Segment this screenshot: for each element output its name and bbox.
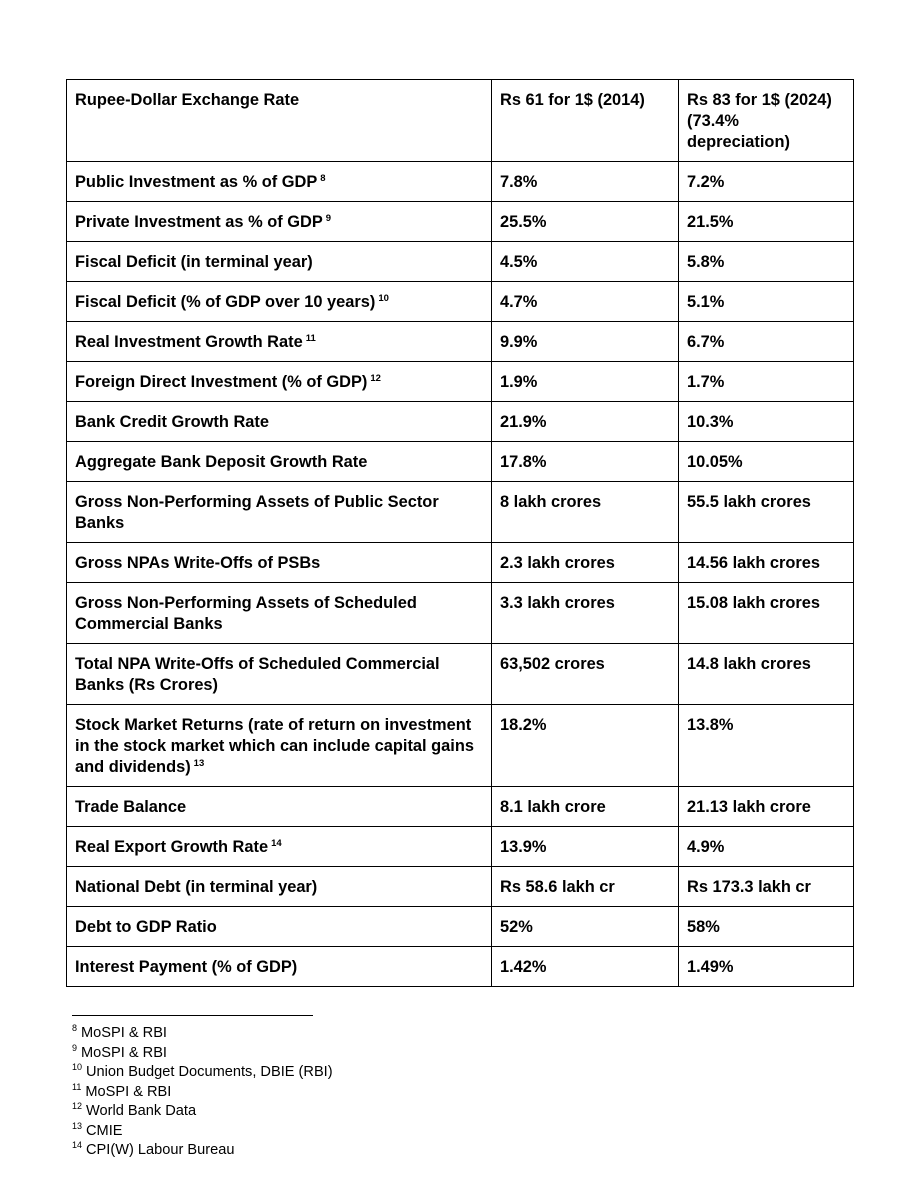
footnote-number: 14 xyxy=(72,1140,83,1151)
footnote-reference: 10 xyxy=(378,292,389,304)
footnote-number: 9 xyxy=(72,1042,78,1053)
table-row xyxy=(67,907,854,947)
row-label-cell xyxy=(67,322,492,362)
value-2024-cell: 5.1% xyxy=(679,282,854,322)
footnote-reference: 9 xyxy=(325,212,332,224)
row-label: Fiscal Deficit (% of GDP over 10 years) xyxy=(75,293,376,311)
footnote-reference: 13 xyxy=(193,757,205,769)
row-label-cell xyxy=(67,242,492,282)
table-row xyxy=(67,242,854,282)
footnote xyxy=(72,1044,333,1064)
footnote-divider xyxy=(72,1015,313,1016)
value-2024-cell: 5.8% xyxy=(679,242,854,282)
row-label: Interest Payment (% of GDP) xyxy=(75,958,298,976)
table-row xyxy=(67,482,854,543)
row-label: Rupee-Dollar Exchange Rate xyxy=(75,91,300,109)
table-row xyxy=(67,202,854,242)
table-row xyxy=(67,583,854,644)
table-row xyxy=(67,282,854,322)
value-2024-cell: 1.7% xyxy=(679,362,854,402)
value-2014-cell: Rs 61 for 1$ (2014) xyxy=(492,80,679,162)
value-2024-cell: 7.2% xyxy=(679,162,854,202)
value-2024-cell: 21.13 lakh crore xyxy=(679,787,854,827)
footnote xyxy=(72,1024,333,1044)
row-label: Private Investment as % of GDP xyxy=(75,213,323,231)
table-row xyxy=(67,543,854,583)
table-row xyxy=(67,787,854,827)
value-2014-cell: 7.8% xyxy=(492,162,679,202)
footnote xyxy=(72,1122,333,1142)
footnote-reference: 12 xyxy=(370,372,381,384)
table-row xyxy=(67,80,854,162)
row-label: Gross Non-Performing Assets of Public Sector Banks xyxy=(75,493,439,532)
row-label: Gross NPAs Write-Offs of PSBs xyxy=(75,554,321,572)
value-2014-cell: Rs 58.6 lakh cr xyxy=(492,867,679,907)
value-2024-cell: 10.05% xyxy=(679,442,854,482)
row-label-cell xyxy=(67,827,492,867)
footnote-reference: 11 xyxy=(305,332,316,344)
value-2014-cell: 4.5% xyxy=(492,242,679,282)
value-2024-cell: 4.9% xyxy=(679,827,854,867)
row-label-cell xyxy=(67,947,492,987)
value-2014-cell: 25.5% xyxy=(492,202,679,242)
row-label-cell xyxy=(67,402,492,442)
row-label: Real Investment Growth Rate xyxy=(75,333,303,351)
row-label: Foreign Direct Investment (% of GDP) xyxy=(75,373,368,391)
row-label-cell xyxy=(67,705,492,787)
value-2024-cell: 10.3% xyxy=(679,402,854,442)
value-2014-cell: 18.2% xyxy=(492,705,679,787)
footnote-text: CPI(W) Labour Bureau xyxy=(86,1142,235,1158)
row-label-cell xyxy=(67,202,492,242)
footnote-reference: 8 xyxy=(320,172,326,184)
value-2014-cell: 2.3 lakh crores xyxy=(492,543,679,583)
row-label-cell xyxy=(67,644,492,705)
footnotes-list xyxy=(72,1024,333,1161)
footnote-text: Union Budget Documents, DBIE (RBI) xyxy=(86,1064,333,1080)
row-label: Fiscal Deficit (in terminal year) xyxy=(75,253,313,271)
row-label-cell xyxy=(67,442,492,482)
row-label-cell xyxy=(67,482,492,543)
table-row xyxy=(67,362,854,402)
value-2024-cell: Rs 173.3 lakh cr xyxy=(679,867,854,907)
value-2024-cell: 58% xyxy=(679,907,854,947)
footnote-reference: 14 xyxy=(271,837,282,849)
value-2024-cell: 13.8% xyxy=(679,705,854,787)
footnote xyxy=(72,1063,333,1083)
footnote-text: MoSPI & RBI xyxy=(81,1044,167,1061)
row-label: Real Export Growth Rate xyxy=(75,838,269,856)
value-2024-cell: Rs 83 for 1$ (2024) (73.4% depreciation) xyxy=(679,80,854,162)
value-2014-cell: 1.9% xyxy=(492,362,679,402)
row-label-cell xyxy=(67,907,492,947)
value-2014-cell: 8.1 lakh crore xyxy=(492,787,679,827)
row-label-cell xyxy=(67,787,492,827)
value-2024-cell: 21.5% xyxy=(679,202,854,242)
value-2014-cell: 17.8% xyxy=(492,442,679,482)
row-label-cell xyxy=(67,162,492,202)
row-label: Bank Credit Growth Rate xyxy=(75,413,269,431)
footnote-text: MoSPI & RBI xyxy=(85,1083,172,1100)
value-2014-cell: 9.9% xyxy=(492,322,679,362)
row-label-cell xyxy=(67,362,492,402)
row-label: National Debt (in terminal year) xyxy=(75,878,318,896)
table-row xyxy=(67,705,854,787)
value-2024-cell: 6.7% xyxy=(679,322,854,362)
footnote xyxy=(72,1141,333,1161)
value-2024-cell: 1.49% xyxy=(679,947,854,987)
footnote-text: World Bank Data xyxy=(86,1103,197,1119)
footnote xyxy=(72,1083,333,1103)
value-2024-cell: 14.8 lakh crores xyxy=(679,644,854,705)
row-label: Public Investment as % of GDP xyxy=(75,173,318,191)
value-2024-cell: 15.08 lakh crores xyxy=(679,583,854,644)
value-2014-cell: 21.9% xyxy=(492,402,679,442)
row-label-cell xyxy=(67,867,492,907)
row-label-cell xyxy=(67,80,492,162)
value-2024-cell: 55.5 lakh crores xyxy=(679,482,854,543)
value-2014-cell: 1.42% xyxy=(492,947,679,987)
row-label: Debt to GDP Ratio xyxy=(75,918,217,936)
footnote-text: CMIE xyxy=(86,1122,123,1139)
footnote-number: 11 xyxy=(72,1081,82,1092)
comparison-table xyxy=(66,79,854,987)
row-label: Total NPA Write-Offs of Scheduled Commercial Banks (Rs Crores) xyxy=(75,655,440,694)
table-row xyxy=(67,644,854,705)
footnote-text: MoSPI & RBI xyxy=(81,1025,167,1041)
table-row xyxy=(67,442,854,482)
value-2014-cell: 52% xyxy=(492,907,679,947)
footnote-number: 8 xyxy=(72,1023,78,1034)
value-2014-cell: 13.9% xyxy=(492,827,679,867)
row-label-cell xyxy=(67,282,492,322)
row-label-cell xyxy=(67,543,492,583)
row-label: Stock Market Returns (rate of return on investment in the stock market which can include capital gains and dividends) xyxy=(75,716,474,776)
value-2014-cell: 63,502 crores xyxy=(492,644,679,705)
row-label: Aggregate Bank Deposit Growth Rate xyxy=(75,453,368,471)
footnote-number: 10 xyxy=(72,1062,83,1073)
row-label: Gross Non-Performing Assets of Scheduled Commercial Banks xyxy=(75,594,417,633)
value-2014-cell: 8 lakh crores xyxy=(492,482,679,543)
value-2014-cell: 4.7% xyxy=(492,282,679,322)
value-2024-cell: 14.56 lakh crores xyxy=(679,543,854,583)
table-row xyxy=(67,322,854,362)
row-label: Trade Balance xyxy=(75,798,187,816)
footnote xyxy=(72,1102,333,1122)
table-body xyxy=(67,80,854,987)
table-row xyxy=(67,867,854,907)
table-row xyxy=(67,947,854,987)
value-2014-cell: 3.3 lakh crores xyxy=(492,583,679,644)
row-label-cell xyxy=(67,583,492,644)
table-row xyxy=(67,827,854,867)
table-row xyxy=(67,402,854,442)
table-row xyxy=(67,162,854,202)
footnote-number: 12 xyxy=(72,1101,83,1112)
footnote-number: 13 xyxy=(72,1120,83,1131)
